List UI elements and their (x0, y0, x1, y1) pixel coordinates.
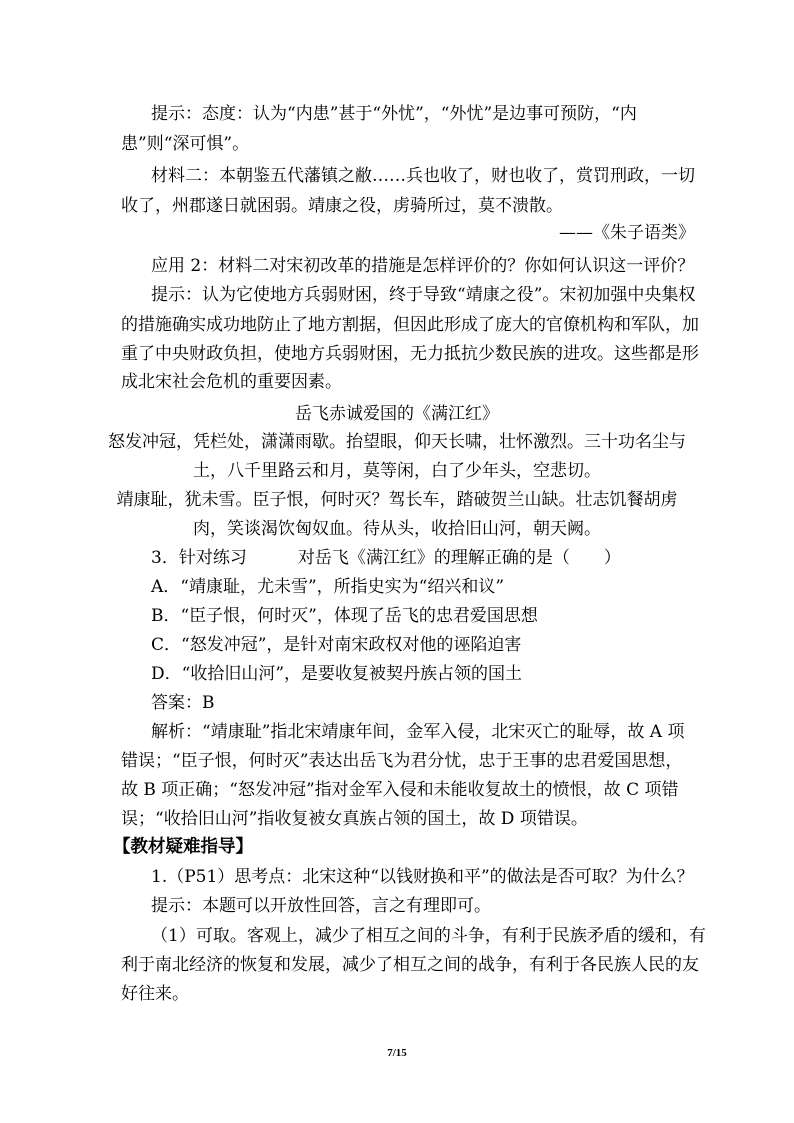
material-two-line-2: 收了，州郡遂日就困弱。靖康之役，虏骑所过，莫不溃散。 (121, 196, 563, 216)
analysis-line-3: 故 B 项正确；“怒发冲冠”指对金军入侵和未能收复故土的愤恨，故 C 项错 (121, 780, 679, 800)
textbook-answer-line-1: （1）可取。客观上，减少了相互之间的斗争，有利于民族矛盾的缓和，有 (151, 926, 706, 946)
hint-evaluation-line-1: 提示：认为它使地方兵弱财困，终于导致“靖康之役”。宋初加强中央集权 (151, 285, 696, 305)
analysis-line-2: 错误；“臣子恨，何时灭”表达出岳飞为君分忧，忠于王事的忠君爱国思想， (121, 751, 683, 771)
section-heading: 【教材疑难指导】 (113, 837, 253, 857)
application-two-question: 应用 2：材料二对宋初改革的措施是怎样评价的？你如何认识这一评价？ (151, 256, 695, 276)
option-a: A．“靖康耻，尤未雪”，所指史实为“绍兴和议” (151, 577, 505, 597)
answer-line: 答案：B (151, 693, 215, 713)
hint-evaluation-line-2: 的措施确实成功地防止了地方割据，但因此形成了庞大的官僚机构和军队，加 (121, 315, 699, 335)
option-b: B．“臣子恨，何时灭”，体现了岳飞的忠君爱国思想 (151, 606, 538, 626)
hint-evaluation-line-4: 成北宋社会危机的重要因素。 (121, 372, 342, 392)
poem-line-4: 肉，笑谈渴饮匈奴血。待从头，收拾旧山河，朝天阙。 (193, 519, 601, 539)
material-two-line-1: 材料二：本朝鉴五代藩镇之敝……兵也收了，财也收了，赏罚刑政，一切 (151, 166, 695, 186)
source-citation: ——《朱子语类》 (559, 223, 695, 243)
poem-line-1: 怒发冲冠，凭栏处，潇潇雨歇。抬望眼，仰天长啸，壮怀激烈。三十功名尘与 (108, 432, 686, 452)
poem-line-2: 土，八千里路云和月，莫等闲，白了少年头，空悲切。 (193, 461, 601, 481)
hint-attitude-line-2: 患”则“深可惧”。 (121, 134, 250, 154)
poem-title: 岳飞赤诚爱国的《满江红》 (295, 404, 499, 424)
hint-attitude-line-1: 提示：态度：认为“内患”甚于“外忧”，“外忧”是边事可预防，“内 (151, 104, 637, 124)
exercise-stem: 3．针对练习 对岳飞《满江红》的理解正确的是（ ） (151, 548, 621, 568)
option-c: C．“怒发冲冠”，是针对南宋政权对他的诬陷迫害 (151, 635, 522, 655)
poem-line-3: 靖康耻，犹未雪。臣子恨，何时灭？驾长车，踏破贺兰山缺。壮志饥餐胡虏 (116, 490, 678, 510)
analysis-line-4: 误；“收拾旧山河”指收复被女真族占领的国土，故 D 项错误。 (121, 809, 588, 829)
page-number: 7/15 (387, 1047, 407, 1059)
textbook-answer-line-2: 利于南北经济的恢复和发展，减少了相互之间的战争，有利于各民族人民的友 (121, 955, 699, 975)
hint-evaluation-line-3: 重了中央财政负担，使地方兵弱财困，无力抵抗少数民族的进攻。这些都是形 (121, 344, 699, 364)
textbook-answer-line-3: 好往来。 (121, 984, 189, 1004)
textbook-question-1: 1.（P51）思考点：北宋这种“以钱财换和平”的做法是否可取？为什么？ (151, 867, 694, 887)
analysis-line-1: 解析：“靖康耻”指北宋靖康年间，金军入侵，北宋灭亡的耻辱，故 A 项 (151, 722, 685, 742)
textbook-hint: 提示：本题可以开放性回答，言之有理即可。 (151, 896, 491, 916)
option-d: D．“收拾旧山河”，是要收复被契丹族占领的国土 (151, 664, 523, 684)
